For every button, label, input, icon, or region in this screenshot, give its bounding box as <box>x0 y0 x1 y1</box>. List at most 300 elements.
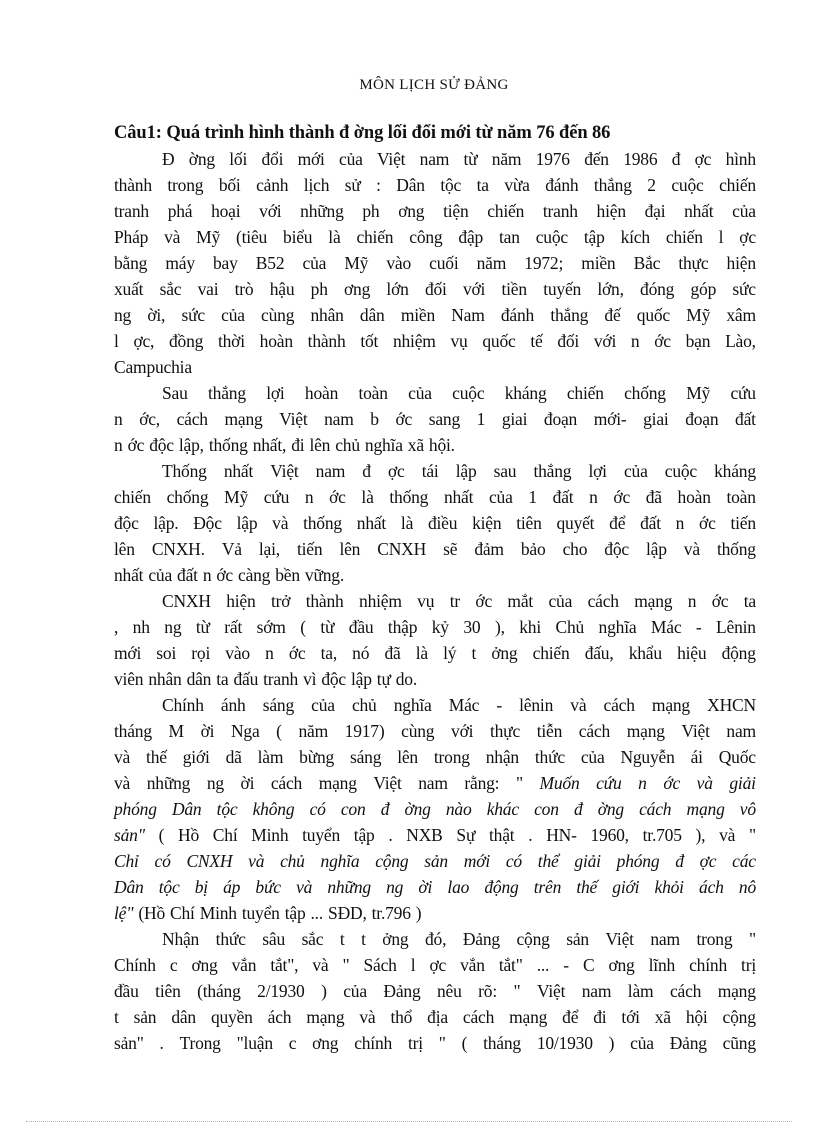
word: Sự <box>456 825 476 845</box>
word: có <box>505 851 522 871</box>
word: ( <box>276 721 282 741</box>
word: trị <box>407 1033 423 1053</box>
word: bức <box>255 877 281 897</box>
word: chiến <box>114 487 151 507</box>
word: . <box>528 825 533 845</box>
word: Minh <box>199 903 237 923</box>
text-line <box>114 224 756 250</box>
word: mới <box>297 149 325 169</box>
word: 1917) <box>344 721 385 741</box>
word: cuối <box>429 253 459 273</box>
word: chính <box>354 1033 393 1053</box>
word: Mỹ <box>686 305 711 325</box>
word: t <box>114 1007 119 1027</box>
word: nô <box>738 877 756 897</box>
word: con <box>340 799 366 819</box>
word: giải <box>574 851 601 871</box>
word: năm <box>476 253 507 273</box>
word: Muốn <box>539 773 580 793</box>
text-line <box>114 510 756 536</box>
word: làm <box>257 747 284 767</box>
word: nhất <box>114 565 144 585</box>
word: và <box>359 1007 376 1027</box>
word: - <box>496 695 503 715</box>
word: và <box>114 773 131 793</box>
word: (tháng <box>197 981 241 1001</box>
word: nam <box>315 461 346 481</box>
word: nghĩa <box>364 435 403 455</box>
word: đ <box>671 149 681 169</box>
word: bừng <box>299 747 335 767</box>
word: ng <box>386 877 404 897</box>
word: bay <box>213 253 238 273</box>
word: ớc <box>613 487 631 507</box>
word: Đ <box>162 149 175 169</box>
word: n <box>114 409 123 429</box>
word: : <box>376 175 381 195</box>
word: tranh <box>114 201 149 221</box>
word: 30 <box>463 617 481 637</box>
word: C <box>582 955 595 975</box>
word: lập <box>236 513 258 533</box>
word: độc <box>149 435 174 455</box>
word: mạng <box>686 799 725 819</box>
word: Dân <box>396 175 425 195</box>
word: đi <box>593 1007 607 1027</box>
text-line <box>114 302 756 328</box>
word: và <box>683 539 700 559</box>
word: lớn, <box>597 279 624 299</box>
word: để <box>609 513 626 533</box>
word: hậu <box>269 279 295 299</box>
word: dân <box>186 669 212 689</box>
word: b <box>370 409 379 429</box>
word: đất <box>640 513 661 533</box>
text-line <box>114 354 756 380</box>
word: thức <box>215 929 246 949</box>
document-body <box>114 120 756 1056</box>
word: tiên <box>155 981 181 1001</box>
text-line <box>114 952 756 978</box>
word: của <box>488 487 513 507</box>
word: phóng <box>616 851 660 871</box>
word: Nga <box>230 721 260 741</box>
word: ợc <box>699 851 717 871</box>
text-line <box>114 588 756 614</box>
word: trong <box>433 747 470 767</box>
word: của <box>343 981 367 1001</box>
word: quyền <box>210 1007 253 1027</box>
word: tái <box>421 461 439 481</box>
word: xã <box>407 435 424 455</box>
word: lên <box>114 539 135 559</box>
word: Lênin <box>716 617 756 637</box>
word: đổi <box>261 149 284 169</box>
word: Mỹ <box>344 253 369 273</box>
word: ) <box>321 981 327 1001</box>
word: chiến <box>532 643 570 663</box>
word: nhất <box>443 487 474 507</box>
word: của <box>623 461 648 481</box>
word: đất <box>735 409 756 429</box>
word: thực <box>489 721 521 741</box>
word: đoạn <box>685 409 719 429</box>
word: tuyển <box>302 825 341 845</box>
word: Dân <box>114 877 144 897</box>
text-line <box>114 250 756 276</box>
word: n <box>202 565 212 585</box>
word: công <box>409 227 443 247</box>
word: tập <box>583 227 605 247</box>
word: cách <box>587 591 619 611</box>
word: tr <box>449 591 460 611</box>
word: nhiệm <box>359 591 402 611</box>
word: HN- <box>546 825 577 845</box>
word: vai <box>197 279 219 299</box>
word: thắng <box>533 461 572 481</box>
word: đó, <box>425 929 447 949</box>
word: " <box>749 825 756 845</box>
word: c <box>169 955 178 975</box>
word: không <box>252 799 295 819</box>
word: từ <box>195 617 210 637</box>
word: của <box>630 1033 654 1053</box>
word: hoàn <box>677 487 711 507</box>
word: lên <box>397 747 418 767</box>
text-line <box>114 874 756 900</box>
word: Đảng <box>383 981 421 1001</box>
text-line <box>114 172 756 198</box>
text-line <box>114 770 756 796</box>
word: sau <box>493 461 517 481</box>
word: n <box>675 513 685 533</box>
word: rọi <box>191 643 211 663</box>
word: cách <box>462 1007 495 1027</box>
word: đồng <box>169 331 204 351</box>
word: những <box>146 773 191 793</box>
word: đại <box>644 201 666 221</box>
word: và <box>114 747 131 767</box>
word: hình <box>725 149 756 169</box>
word: cuộc <box>452 383 485 403</box>
word: cuộc <box>664 461 697 481</box>
word: Quốc <box>718 747 756 767</box>
word: tộc <box>216 799 238 819</box>
word: vụ <box>417 591 435 611</box>
word: có <box>154 851 171 871</box>
word: ợc <box>387 461 405 481</box>
word: và <box>696 773 713 793</box>
word: tộc <box>158 877 180 897</box>
word: đảm <box>474 539 504 559</box>
word: giới <box>182 747 210 767</box>
word: bền <box>275 565 300 585</box>
word: . <box>388 825 393 845</box>
word: ớc <box>216 565 233 585</box>
word: từ <box>320 617 335 637</box>
text-line <box>114 796 756 822</box>
word: giải <box>729 773 756 793</box>
word: tế <box>530 331 543 351</box>
word: thống <box>303 513 342 533</box>
word: sắc <box>301 929 324 949</box>
word: của <box>148 565 173 585</box>
word: tiền <box>501 279 527 299</box>
word: thật <box>489 825 515 845</box>
word: Mỹ <box>224 487 249 507</box>
word: hiện <box>226 591 256 611</box>
word: xuất <box>114 279 144 299</box>
word: vắn <box>460 955 485 975</box>
word: ng <box>164 617 182 637</box>
word: cứu <box>596 773 622 793</box>
word: sức <box>732 279 756 299</box>
word: Nhận <box>162 929 200 949</box>
word: quyết <box>556 513 595 533</box>
word: cách <box>639 799 672 819</box>
word: n <box>638 773 647 793</box>
word: tắt", <box>270 955 299 975</box>
word: mới <box>114 643 142 663</box>
word: Thống <box>162 461 207 481</box>
word: càng <box>238 565 271 585</box>
word: XHCN <box>707 695 756 715</box>
word: Trong <box>179 1033 221 1053</box>
word: n <box>114 435 123 455</box>
word: 1986 <box>623 149 658 169</box>
word: Minh <box>251 825 289 845</box>
word: đóng <box>640 279 675 299</box>
word: nhất, <box>252 435 287 455</box>
text-line <box>114 146 756 172</box>
word: thống <box>389 487 429 507</box>
word: trong <box>167 175 204 195</box>
word: và <box>164 227 181 247</box>
word: bối <box>218 175 241 195</box>
word: vào <box>225 643 250 663</box>
word: ) <box>608 1033 615 1053</box>
word: lợi <box>588 461 607 481</box>
word: sản <box>566 929 589 949</box>
word: chủ <box>280 851 305 871</box>
word: của <box>548 591 573 611</box>
word: lớn <box>386 279 409 299</box>
word: đánh <box>545 175 579 195</box>
word: biểu <box>283 227 313 247</box>
word: ( <box>158 825 165 845</box>
word: sáng <box>262 695 294 715</box>
word: khỏi <box>654 877 684 897</box>
word: trở <box>270 591 291 611</box>
word: n <box>304 487 314 507</box>
word: chiến <box>719 175 756 195</box>
word: ớc <box>663 773 681 793</box>
word: nam <box>581 981 612 1001</box>
word: ớc <box>699 513 716 533</box>
word: lập, <box>178 435 204 455</box>
word: t <box>471 643 477 663</box>
word: ớc <box>288 643 306 663</box>
word: cùng <box>261 305 295 325</box>
word: đ <box>573 799 583 819</box>
word: n <box>265 643 274 663</box>
word: bị <box>194 877 208 897</box>
word: Việt <box>377 149 406 169</box>
word: của <box>311 695 335 715</box>
word: mạng <box>306 1007 345 1027</box>
word: 1972; <box>524 253 564 273</box>
word: nhất <box>356 513 387 533</box>
word: với <box>462 279 486 299</box>
word: nhận <box>485 747 519 767</box>
word: vào <box>386 253 412 273</box>
word: hiện <box>726 253 756 273</box>
word: ánh <box>220 695 246 715</box>
word: bạn <box>685 331 711 351</box>
word: thời <box>217 331 245 351</box>
word: hoàn <box>304 383 339 403</box>
word: mạng <box>224 409 263 429</box>
word: 1960, <box>590 825 629 845</box>
word: tắt" <box>498 955 523 975</box>
word: trò <box>234 279 254 299</box>
word: đầu <box>114 981 139 1001</box>
word: 2/1930 <box>257 981 305 1001</box>
word: vắn <box>231 955 257 975</box>
word: ta <box>216 669 229 689</box>
word: tiến <box>730 513 756 533</box>
word: đối <box>424 279 447 299</box>
word: đã <box>384 643 401 663</box>
word: tranh <box>542 201 578 221</box>
word: và <box>570 695 587 715</box>
word: thống <box>208 435 248 455</box>
word: sẽ <box>443 539 458 559</box>
word: cách <box>176 409 208 429</box>
text-line <box>114 536 756 562</box>
word: dân <box>171 1007 196 1027</box>
word: có <box>309 799 326 819</box>
word: CNXH <box>162 591 211 611</box>
word: n <box>630 331 640 351</box>
word: ờng <box>188 149 215 169</box>
word: thập <box>387 617 418 637</box>
text-line <box>114 718 756 744</box>
word: tiện <box>443 201 469 221</box>
word: Đảng <box>462 929 500 949</box>
word: đến <box>584 149 609 169</box>
word: " <box>748 929 756 949</box>
word: . <box>159 1033 164 1053</box>
word: đ <box>675 851 684 871</box>
word: mạng <box>651 695 690 715</box>
word: rõ: <box>478 981 498 1001</box>
word: lĩnh <box>648 955 676 975</box>
text-line <box>114 614 756 640</box>
word: chiến <box>566 383 604 403</box>
word: " <box>515 773 523 793</box>
word: hiện <box>596 201 626 221</box>
text-line <box>114 692 756 718</box>
word: Việt <box>681 721 710 741</box>
word: do. <box>395 669 418 689</box>
word: mới <box>463 851 491 871</box>
word: chủ <box>351 695 377 715</box>
word: chống <box>624 383 666 403</box>
word: là <box>400 513 414 533</box>
word: chính <box>689 955 727 975</box>
word: lên <box>309 435 331 455</box>
word: thành <box>307 331 346 351</box>
body-text-block-quote <box>114 770 756 926</box>
word: chiến <box>487 201 525 221</box>
word: lối <box>229 149 248 169</box>
word: dân <box>359 305 385 325</box>
word: cùng <box>401 721 435 741</box>
word: lập <box>351 669 372 689</box>
word: trị <box>741 955 756 975</box>
word: thống <box>716 539 756 559</box>
word: cộng <box>375 851 409 871</box>
word: ợc <box>739 227 756 247</box>
word: Việt <box>536 981 566 1001</box>
word: Bắc <box>633 253 661 273</box>
word: trong <box>696 929 733 949</box>
word: thắng <box>207 383 246 403</box>
word: đối <box>557 331 580 351</box>
word: tập <box>284 903 306 923</box>
word: sáng <box>350 747 382 767</box>
word: nghĩa <box>320 851 360 871</box>
word: mạng <box>717 981 756 1001</box>
word: lao <box>447 877 470 897</box>
word: độc <box>321 669 346 689</box>
word: và <box>719 825 736 845</box>
word: sản <box>424 851 448 871</box>
word: với <box>259 201 282 221</box>
word: ơng <box>191 955 218 975</box>
word: nghĩa <box>393 695 432 715</box>
word: thể <box>537 851 559 871</box>
word: ời <box>240 773 255 793</box>
text-line <box>114 484 756 510</box>
word: Việt <box>270 461 299 481</box>
word: ta <box>476 175 489 195</box>
word: và <box>312 955 329 975</box>
word: toàn <box>358 383 388 403</box>
text-line <box>114 978 756 1004</box>
word: từ <box>463 149 478 169</box>
word: con <box>534 799 559 819</box>
word: sức <box>181 305 205 325</box>
word: và <box>248 851 265 871</box>
word: " <box>342 955 350 975</box>
word: tiên <box>516 513 542 533</box>
word: ), <box>695 825 706 845</box>
word: vững. <box>304 565 345 585</box>
word: ợc <box>429 955 447 975</box>
word: nghĩa <box>598 617 637 637</box>
word: kháng <box>504 383 547 403</box>
word: ớc, <box>139 409 160 429</box>
word: Vả <box>221 539 242 559</box>
word: Sách <box>363 955 397 975</box>
text-line <box>114 276 756 302</box>
word: đế <box>604 305 621 325</box>
word: tháng <box>483 1033 521 1053</box>
word: nào <box>445 799 472 819</box>
word: ph <box>310 279 328 299</box>
